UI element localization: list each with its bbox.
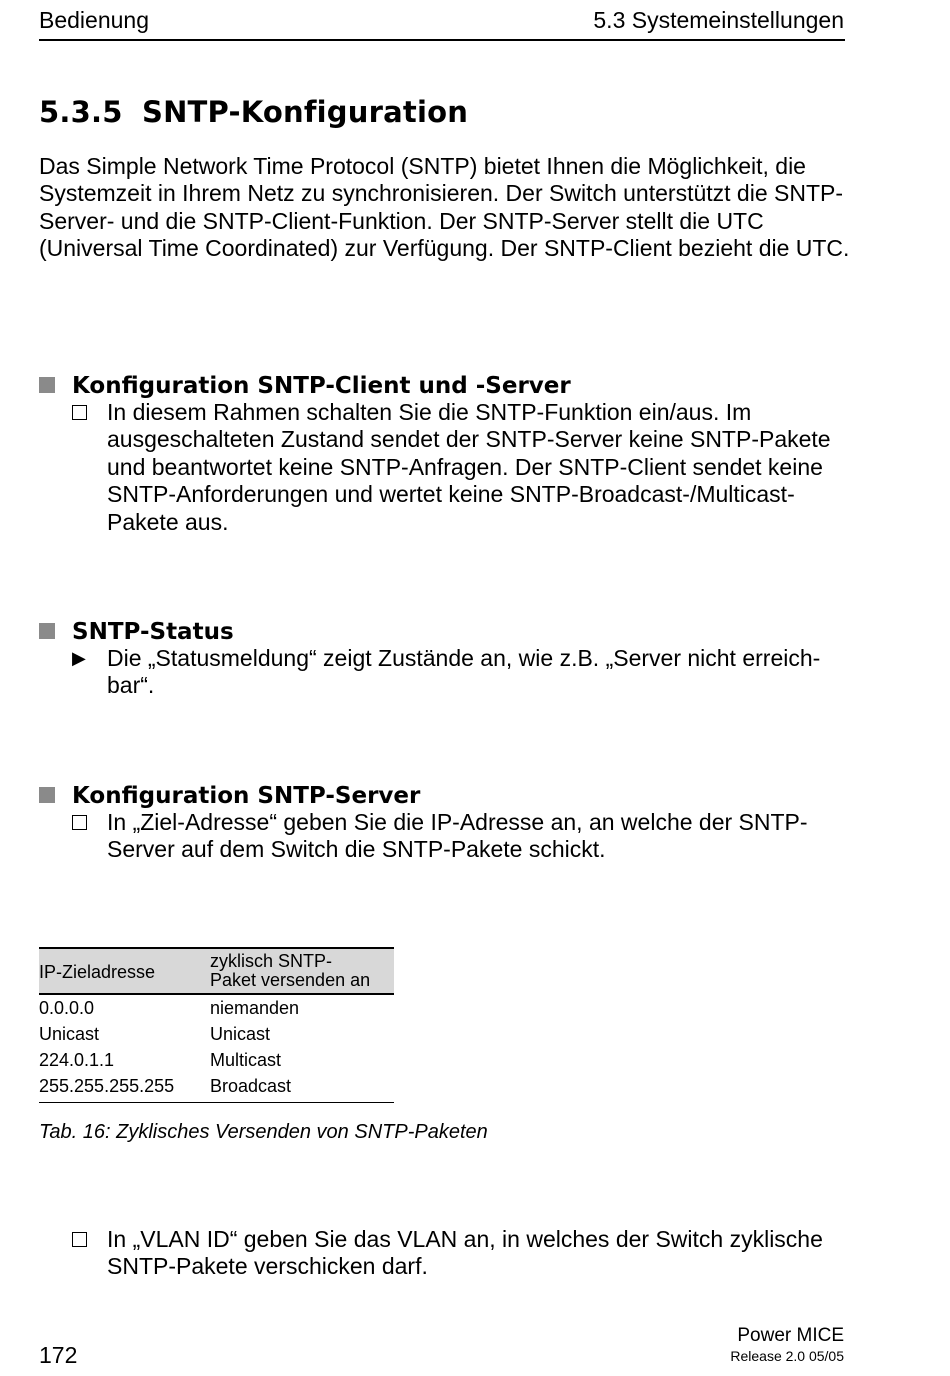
table-cell-target: Multicast [210, 1049, 282, 1070]
block-heading-server [39, 782, 420, 810]
block-heading-text: Konfiguration SNTP-Server [72, 783, 421, 809]
sntp-destination-table [39, 947, 394, 1103]
table-cell-target: Broadcast [210, 1075, 292, 1096]
gray-square-bullet-icon [39, 787, 55, 803]
list-item-status [72, 645, 852, 700]
checkbox-bullet-icon [72, 815, 87, 830]
gray-square-bullet-icon [39, 377, 55, 393]
section-number: 5.3.5 [39, 95, 123, 129]
table-cell-target: niemanden [210, 997, 300, 1018]
table-cell-ip: 0.0.0.0 [39, 997, 95, 1018]
header-rule [39, 39, 845, 41]
table-row [39, 1047, 394, 1073]
table-row [39, 1021, 394, 1047]
block-heading-client-server [39, 372, 571, 400]
table-header-row [39, 949, 394, 993]
page-number: 172 [39, 1342, 78, 1368]
section-title [39, 94, 468, 130]
list-item-text: In „Ziel-Adresse“ geben Sie die IP-Adresse an, an welche der SNTP-Server auf dem Switch die SNTP-Pakete schickt. [107, 809, 808, 863]
footer-product-info [730, 1325, 844, 1365]
table-header-ip: IP-Zieladresse [39, 962, 156, 982]
intro-paragraph: Das Simple Network Time Protocol (SNTP) bietet Ihnen die Möglichkeit, die Systemzeit in Ihrem Netz zu synchronisieren. Der Switch unterstützt die SNTP-Server- und die SNTP-Client-Funktion. Der SNTP-Server stellt die UTC (Universal Time Coordinated) zur Verfügung. Der SNTP-Client bezieht die UTC. [39, 153, 850, 262]
list-item-text: In „VLAN ID“ geben Sie das VLAN an, in welches der Switch zyklische SNTP-Pakete verschicken darf. [107, 1226, 823, 1280]
triangle-arrow-icon: ▶ [72, 648, 86, 668]
gray-square-bullet-icon [39, 623, 55, 639]
checkbox-bullet-icon [72, 405, 87, 420]
table-bottom-rule [39, 1102, 394, 1104]
list-item-text: Die „Statusmeldung“ zeigt Zustände an, wie z.B. „Server nicht erreich-bar“. [107, 645, 821, 699]
table-row [39, 995, 394, 1021]
block-heading-text: Konfiguration SNTP-Client und -Server [72, 373, 571, 399]
table-caption: Tab. 16: Zyklisches Versenden von SNTP-Paketen [39, 1121, 488, 1143]
block-heading-text: SNTP-Status [72, 619, 234, 645]
running-header-section: 5.3 Systemeinstellungen [593, 7, 844, 33]
section-title-text: SNTP-Konfiguration [142, 95, 469, 129]
table-cell-ip: Unicast [39, 1023, 100, 1044]
table-header-send: zyklisch SNTP- Paket versenden an [210, 951, 371, 990]
list-item-server [72, 809, 852, 864]
table-row [39, 1073, 394, 1099]
running-header-chapter: Bedienung [39, 7, 149, 33]
table-cell-target: Unicast [210, 1023, 271, 1044]
list-item-text: In diesem Rahmen schalten Sie die SNTP-Funktion ein/aus. Im ausgeschalteten Zustand sendet der SNTP-Server keine SNTP-Pakete und beantwortet keine SNTP-Anfragen. Der SNTP-Client sendet keine SNTP-Anforderungen und wertet keine SNTP-Broadcast-/Multicast-Pakete aus. [107, 399, 831, 535]
block-heading-status [39, 618, 234, 646]
checkbox-bullet-icon [72, 1232, 87, 1247]
table-cell-ip: 255.255.255.255 [39, 1075, 175, 1096]
footer-release: Release 2.0 05/05 [730, 1348, 844, 1364]
list-item-client-server [72, 399, 852, 536]
list-item-vlan [72, 1226, 852, 1281]
footer-product: Power MICE [737, 1325, 844, 1346]
table-cell-ip: 224.0.1.1 [39, 1049, 115, 1070]
